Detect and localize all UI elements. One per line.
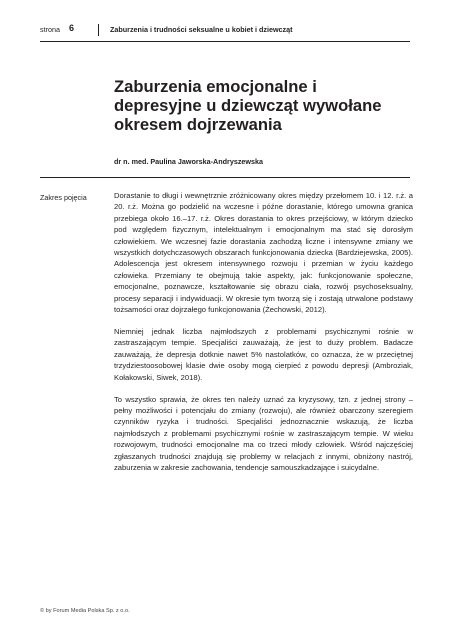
article-author: dr n. med. Paulina Jaworska-Andryszewska — [114, 157, 263, 166]
article-title: Zaburzenia emocjonalne i depresyjne u dziewcząt wywołane okresem dojrzewania — [114, 77, 382, 134]
running-title: Zaburzenia i trudności seksualne u kobiet i dziewcząt — [110, 25, 293, 34]
header-rule — [40, 41, 410, 42]
section-rule — [40, 177, 410, 178]
article-body — [114, 190, 413, 484]
paragraph: Dorastanie to długi i wewnętrznie zróżnicowany okres między przełomem 10. i 12. r.ż. a 20. r.ż. Można go podzielić na wczesne i późne dorastanie, którego umowna granica przebiega około 16.–17. r.ż. Okres dorastania to okres przejściowy, w którym dziecko pod względem fizycznym, intelektualnym i emocjonalnym ma stać się dorosłym człowiekiem. We wczesnej fazie dorastania zachodzą liczne i intensywne zmiany we wszystkich dotychczasowych obszarach funkcjonowania dziecka (Bardziejewska, 2005). Adolescencja jest okresem intensywnego rozwoju i przemian w życiu każdego człowieka. Przemiany te obejmują takie aspekty, jak: funkcjonowanie społeczne, emocjonalne, poznawcze, kształtowanie się obrazu ciała, rozwój psychoseksualny, procesy separacji i indywiduacji. W okresie tym tworzą się i zostają utrwalone podstawy tożsamości oraz dojrzałego funkcjonowania (Żechowski, 2012). — [114, 191, 413, 315]
page-header — [40, 24, 410, 38]
page-number: 6 — [69, 23, 75, 33]
header-divider — [98, 24, 99, 36]
sidebar-label: Zakres pojęcia — [40, 193, 87, 202]
paragraph: To wszystko sprawia, że okres ten należy uznać za kryzysowy, tzn. z jednej strony – pełny możliwości i potencjału do zmiany (rozwoju), ale również obarczony szeregiem czynników ryzyka i trudności. Specjaliści jednoznacznie wskazują, że liczba najmłodszych z problemami psychicznymi rośnie w zastraszającym tempie. W wieku rozwojowym, trudności emocjonalne ma co trzeci młody człowiek. Wśród najczęściej zgłaszanych trudności znajdują się problemy w relacjach z innymi, obniżony nastrój, zaburzenia w zakresie zachowania, tendencje samouszkadzające i suicydalne. — [114, 394, 413, 472]
paragraph: Niemniej jednak liczba najmłodszych z problemami psychicznymi rośnie w zastraszającym tempie. Specjaliści zauważają, że jest to duży problem. Badacze zauważają, że depresja dotknie nawet 5% nastolatków, co oznacza, że w przeciętnej trzydziestoosobowej klasie dwie osoby mogą cierpieć z powodu depresji (Ambroziak, Kołakowski, Siwek, 2018). — [114, 326, 413, 382]
page-label: strona — [40, 25, 60, 34]
footer-copyright: © by Forum Media Polska Sp. z o.o. — [40, 608, 130, 614]
